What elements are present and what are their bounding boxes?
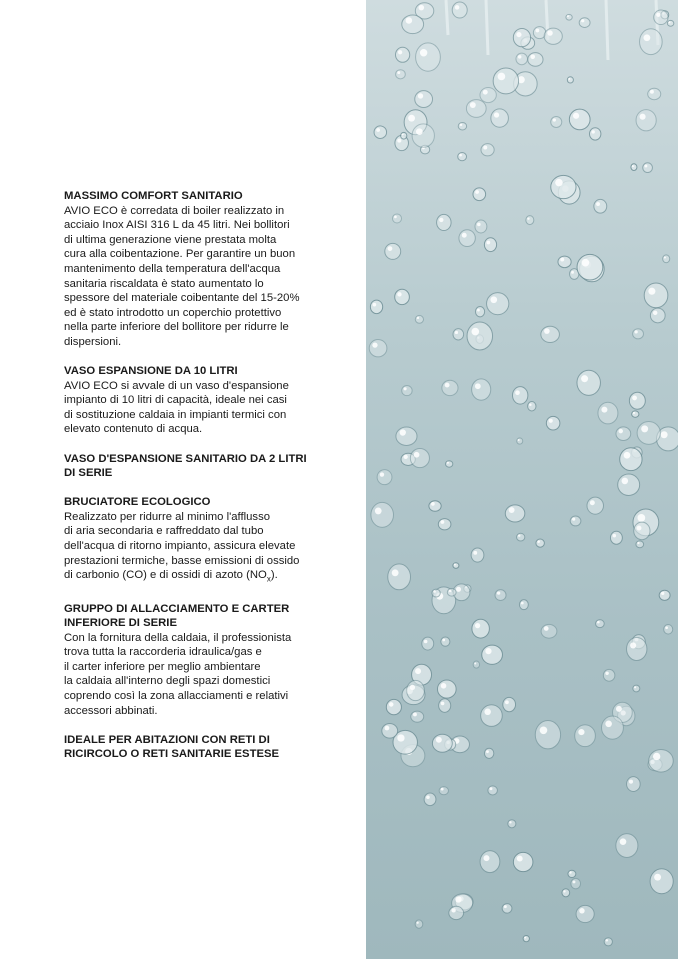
section-heading: IDEALE PER ABITAZIONI CON RETI DI RICIRCOLO O RETI SANITARIE ESTESE [64, 733, 280, 761]
section-body: Realizzato per ridurre al minimo l'afflusso di aria secondaria e raffreddato dal tubo dell'acqua di ritorno impianto, assicura elevate prestazioni termiche, basse emissioni di ossido di carbonio (CO) e di ossidi di azoto $(NO_x)$. [64, 510, 300, 584]
section-heading: BRUCIATORE ECOLOGICO [64, 496, 211, 509]
section-gruppo-allacciamento [64, 602, 364, 719]
section-bruciatore [64, 495, 364, 587]
text-column [64, 189, 364, 776]
water-droplets-illustration [366, 0, 678, 959]
section-vaso-sanitario [64, 452, 364, 481]
section-heading: MASSIMO COMFORT SANITARIO [64, 190, 243, 202]
section-heading: VASO ESPANSIONE DA 10 LITRI [64, 365, 238, 378]
section-heading: VASO D'ESPANSIONE SANITARIO DA 2 LITRI DI SERIE [64, 452, 307, 480]
section-heading: GRUPPO DI ALLACCIAMENTO E CARTER INFERIORE DI SERIE [64, 602, 290, 630]
section-comfort-sanitario [64, 189, 364, 350]
section-ideale [64, 733, 364, 762]
section-body: AVIO ECO è corredata di boiler realizzato in acciaio Inox AISI 316 L da 45 litri. Nei bollitori di ultima generazione viene prestata molta cura alla coibentazione. Per garantire un buon mantenimento della temperatura dell'acqua sanitaria riscaldata è stato aumentato lo spessore del materiale coibentante del 15-20% ed è stato introdotto un coperchio protettivo nella parte inferiore del bollitore per ridurre le dispersioni. [64, 204, 300, 348]
section-vaso-espansione [64, 364, 364, 437]
section-body: Con la fornitura della caldaia, il professionista trova tutta la raccorderia idraulica/gas e il carter inferiore per meglio ambientare la caldaia all'interno degli spazi domestici coprendo così la zona allacciamenti e relativi accessori abbinati. [64, 631, 292, 717]
water-droplets-photo [366, 0, 678, 959]
section-body: AVIO ECO si avvale di un vaso d'espansione impianto di 10 litri di capacità, ideale nei casi di sostituzione caldaia in impianti termici con elevato contenuto di acqua. [64, 379, 289, 436]
